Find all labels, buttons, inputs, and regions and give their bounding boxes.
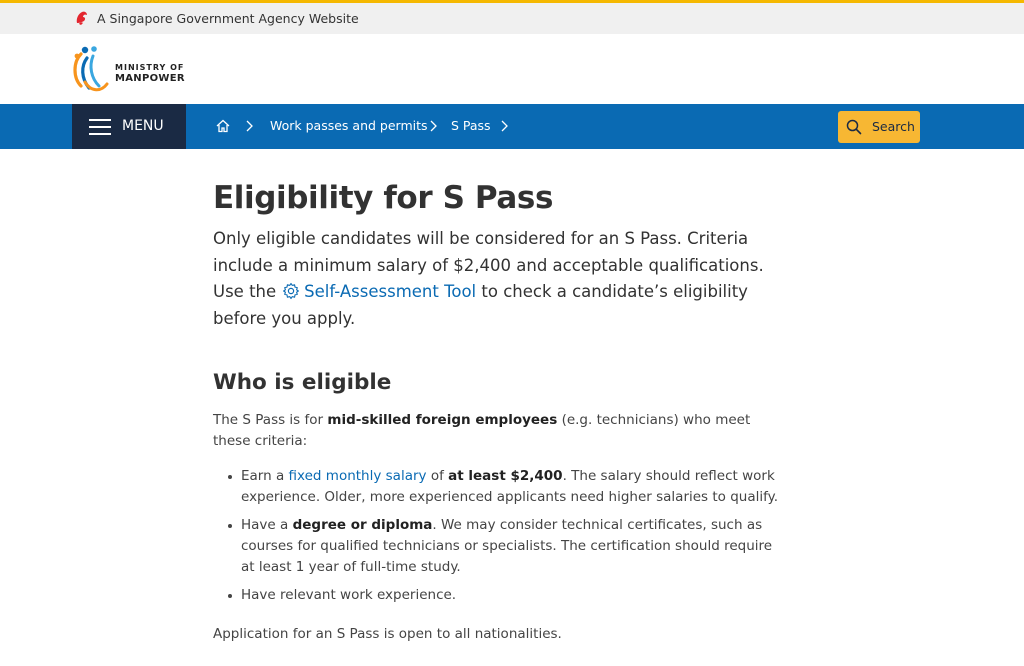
main-content xyxy=(213,176,783,645)
nationalities-note: Application for an S Pass is open to all nationalities. xyxy=(213,626,562,642)
breadcrumb-s-pass[interactable]: S Pass xyxy=(451,118,491,133)
criteria-bold: degree or diploma xyxy=(292,517,433,533)
search-icon xyxy=(846,119,862,135)
chevron-right-icon xyxy=(499,119,509,133)
criteria-text: Have relevant work experience. xyxy=(241,587,457,603)
gear-icon xyxy=(282,282,300,300)
intro-text-2: (e.g. technicians) who meet these criteria: xyxy=(213,412,751,449)
list-item xyxy=(213,466,783,508)
menu-label: MENU xyxy=(122,118,164,134)
search-button[interactable] xyxy=(838,111,920,143)
list-item xyxy=(213,515,783,578)
eligibility-intro xyxy=(213,410,783,452)
criteria-text: Earn a xyxy=(241,468,285,484)
breadcrumb-work-passes[interactable]: Work passes and permits xyxy=(270,118,428,133)
gov-banner-text: A Singapore Government Agency Website xyxy=(97,11,359,26)
main-nav-bar xyxy=(0,104,1024,149)
chevron-right-icon xyxy=(428,119,438,133)
criteria-bold: at least $2,400 xyxy=(448,468,563,484)
self-assessment-tool-label: Self-Assessment Tool xyxy=(304,282,477,301)
logo-text-line2: MANPOWER xyxy=(115,73,185,84)
gov-banner xyxy=(0,3,1024,34)
criteria-text: of xyxy=(430,468,444,484)
self-assessment-tool-link[interactable] xyxy=(276,282,476,301)
criteria-text: . The salary should reflect work experience. Older, more experienced applicants need higher salaries to qualify. xyxy=(241,468,779,505)
section-heading-who-is-eligible: Who is eligible xyxy=(213,370,392,395)
criteria-text: . We may consider technical certificates, such as courses for qualified technicians or specialists. The certification should require at least 1 year of full-time study. xyxy=(241,517,773,575)
home-icon[interactable] xyxy=(215,118,231,134)
mom-logo[interactable] xyxy=(71,42,201,98)
criteria-text: Have a xyxy=(241,517,289,533)
lead-text-1: Only eligible candidates will be considered for an S Pass. Criteria include a minimum salary of $2,400 and acceptable qualifications. Use the xyxy=(213,229,764,301)
page-title: Eligibility for S Pass xyxy=(213,180,554,216)
hamburger-icon xyxy=(89,119,111,135)
intro-text-1: The S Pass is for xyxy=(213,412,324,428)
masthead xyxy=(0,34,1024,104)
search-label: Search xyxy=(872,119,915,134)
logo-text-line1: MINISTRY OF xyxy=(115,63,185,72)
menu-button[interactable] xyxy=(72,104,186,149)
intro-bold: mid-skilled foreign employees xyxy=(327,412,558,428)
singapore-lion-icon xyxy=(74,10,90,26)
list-item xyxy=(213,585,783,606)
lead-paragraph xyxy=(213,226,783,332)
eligibility-criteria-list xyxy=(213,466,783,606)
fixed-monthly-salary-link[interactable]: fixed monthly salary xyxy=(288,468,427,484)
lead-text-2: to check a candidate’s eligibility before you apply. xyxy=(213,282,748,328)
mom-logo-icon xyxy=(71,42,111,98)
chevron-right-icon xyxy=(244,119,254,133)
